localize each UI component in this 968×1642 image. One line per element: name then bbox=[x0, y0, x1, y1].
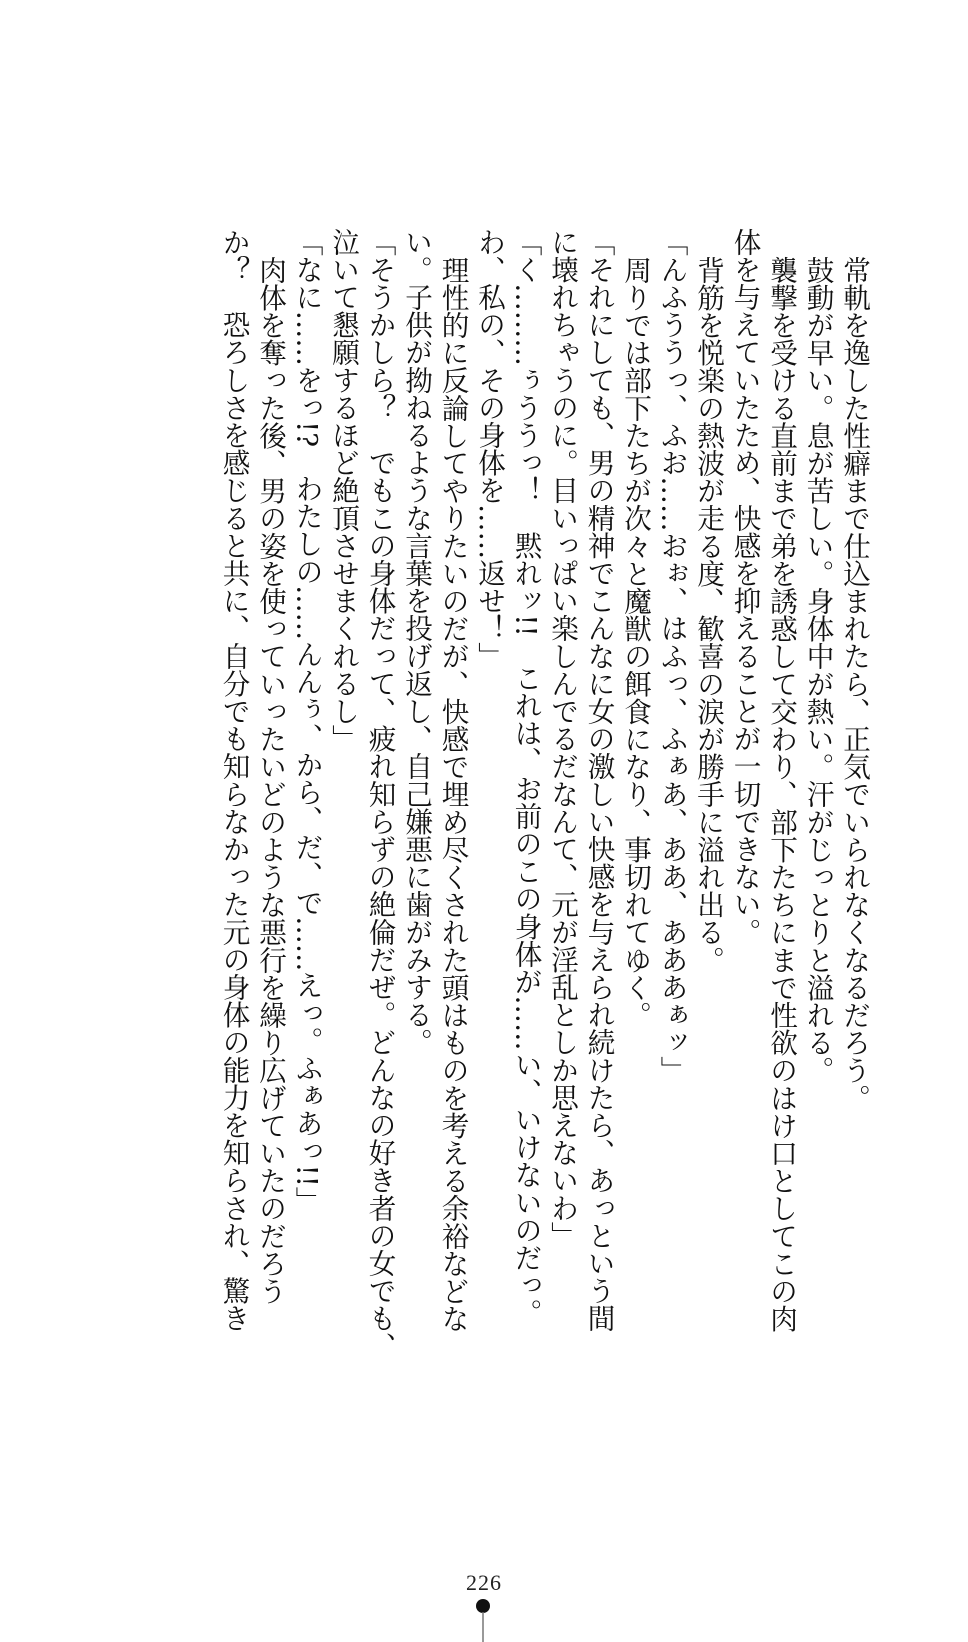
text-line-14: 「そうかしら？ でもこの身体だって、疲れ知らずの絶倫だぜ。どんなの好き者の女でも、 bbox=[363, 228, 397, 1360]
text-line-7: 周りでは部下たちが次々と魔獣の餌食になり、事切れてゆく。 bbox=[619, 255, 652, 1029]
text-line-16: 「なに……をっ!? わたしの……んんぅ、から、だ、で……えっ。ふぁあっ!!」 bbox=[290, 228, 324, 1215]
text-line-8: 「それにしても、男の精神でこんなに女の激しい快感を与えられ続けたら、あっという間 bbox=[582, 228, 616, 1332]
text-line-9: に壊れちゃうのに。目いっぱい楽しんでるだなんて、元が淫乱としか思えないわ」 bbox=[546, 228, 579, 1250]
text-line-3: 襲撃を受ける直前まで弟を誘惑して交わり、部下たちにまで性欲のはけ口としてこの肉 bbox=[765, 255, 798, 1332]
text-line-4: 体を与えていたため、快感を抑えることが一切できない。 bbox=[728, 228, 762, 946]
text-line-2: 鼓動が早い。息が苦しい。身体中が熱い。汗がじっとりと溢れる。 bbox=[801, 255, 835, 1084]
text-line-17: 肉体を奪った後、男の姿を使っていったいどのような悪行を繰り広げていたのだろう bbox=[254, 255, 287, 1305]
vertical-text-body bbox=[215, 228, 872, 1378]
text-line-18: か？ 恐ろしさを感じると共に、自分でも知らなかった元の身体の能力を知らされ、驚き bbox=[217, 228, 251, 1332]
text-line-11: わ、私の、その身体を……返せ！」 bbox=[473, 228, 506, 670]
text-line-6: 「んふううっ、ふお……おぉ、はふっ、ふぁあ、ああ、あああぁッ」 bbox=[655, 228, 689, 1084]
text-line-15: 泣いて懇願するほど絶頂させまくれるし」 bbox=[327, 228, 360, 753]
text-line-12: 理性的に反論してやりたいのだが、快感で埋め尽くされた頭はものを考える余裕などな bbox=[436, 255, 470, 1332]
text-line-10: 「く………ぅううっ！ 黙れッ!! これは、お前のこの身体が……い、いけないのだっ。 bbox=[509, 228, 543, 1327]
text-line-1: 常軌を逸した性癖まで仕込まれたら、正気でいられなくなるだろう。 bbox=[838, 255, 871, 1112]
page-number: 226 bbox=[466, 1570, 502, 1595]
text-line-5: 背筋を悦楽の熱波が走る度、歓喜の涙が勝手に溢れ出る。 bbox=[692, 255, 725, 974]
bookmark-ribbon-icon bbox=[475, 1598, 491, 1642]
text-line-13: い。子供が拗ねるような言葉を投げ返し、自己嫌悪に歯がみする。 bbox=[400, 228, 433, 1056]
